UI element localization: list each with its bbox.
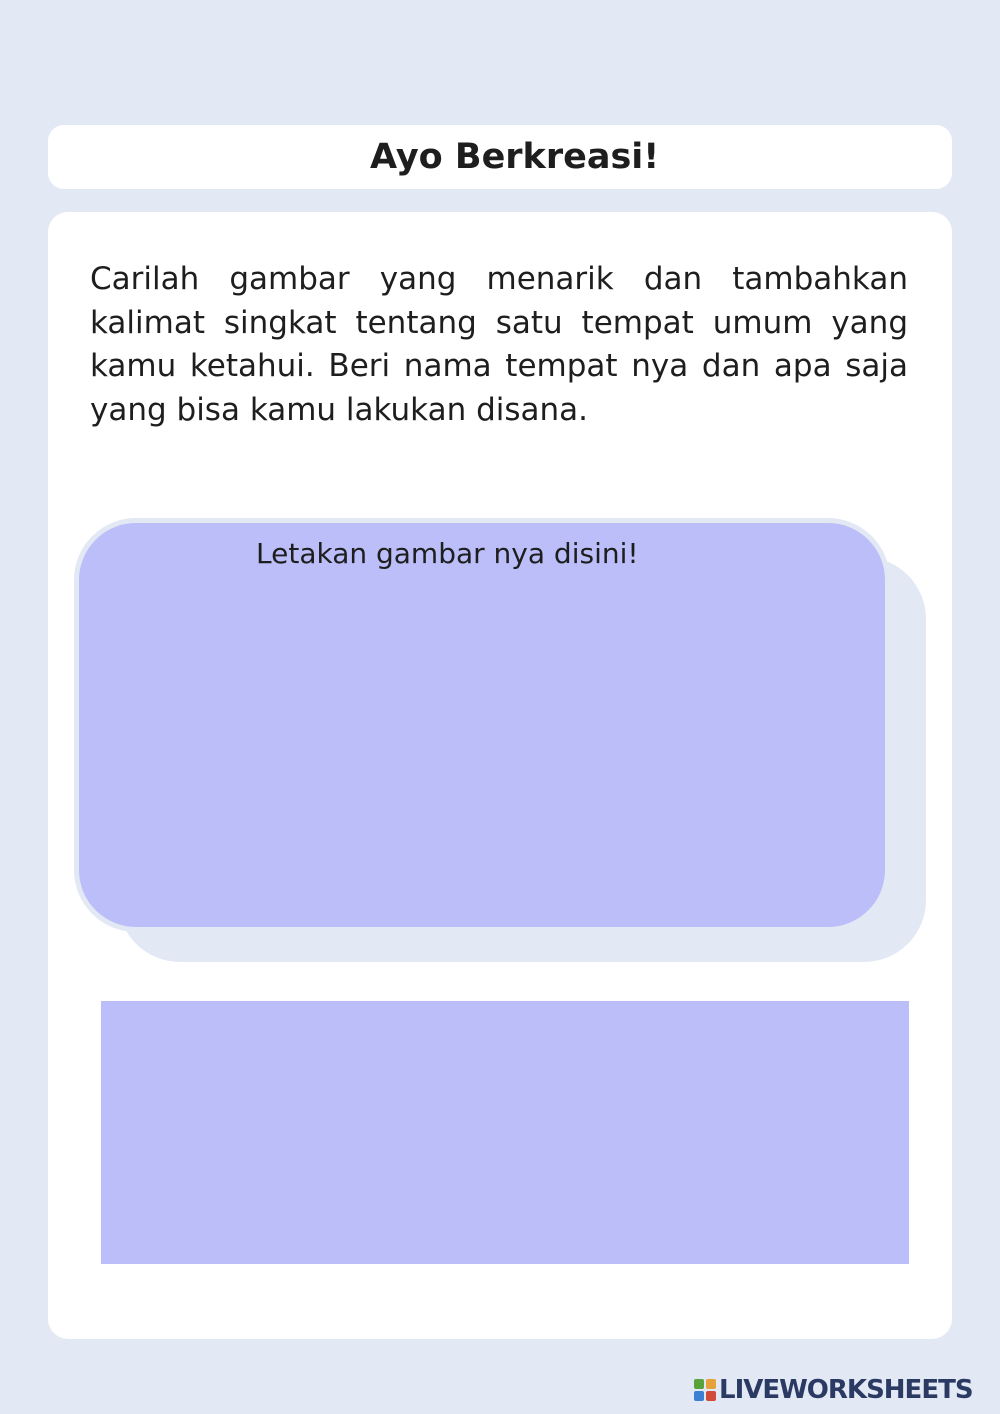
page-title: Ayo Berkreasi! — [370, 137, 660, 177]
image-drop-area[interactable] — [74, 518, 890, 932]
title-card — [48, 125, 952, 189]
instructions-text: Carilah gambar yang menarik dan tambahkan kalimat singkat tentang satu tempat umum yang kamu ketahui. Beri nama tempat nya dan apa saja yang bisa kamu lakukan disana. — [90, 261, 908, 428]
image-drop-label: Letakan gambar nya disini! — [256, 537, 639, 570]
answer-text-box[interactable] — [101, 1001, 909, 1264]
brand-logo-text: LIVEWORKSHEETS — [719, 1375, 973, 1405]
liveworksheets-logo-icon — [694, 1379, 716, 1401]
brand-logo — [694, 1374, 973, 1406]
worksheet-card — [48, 212, 952, 1339]
